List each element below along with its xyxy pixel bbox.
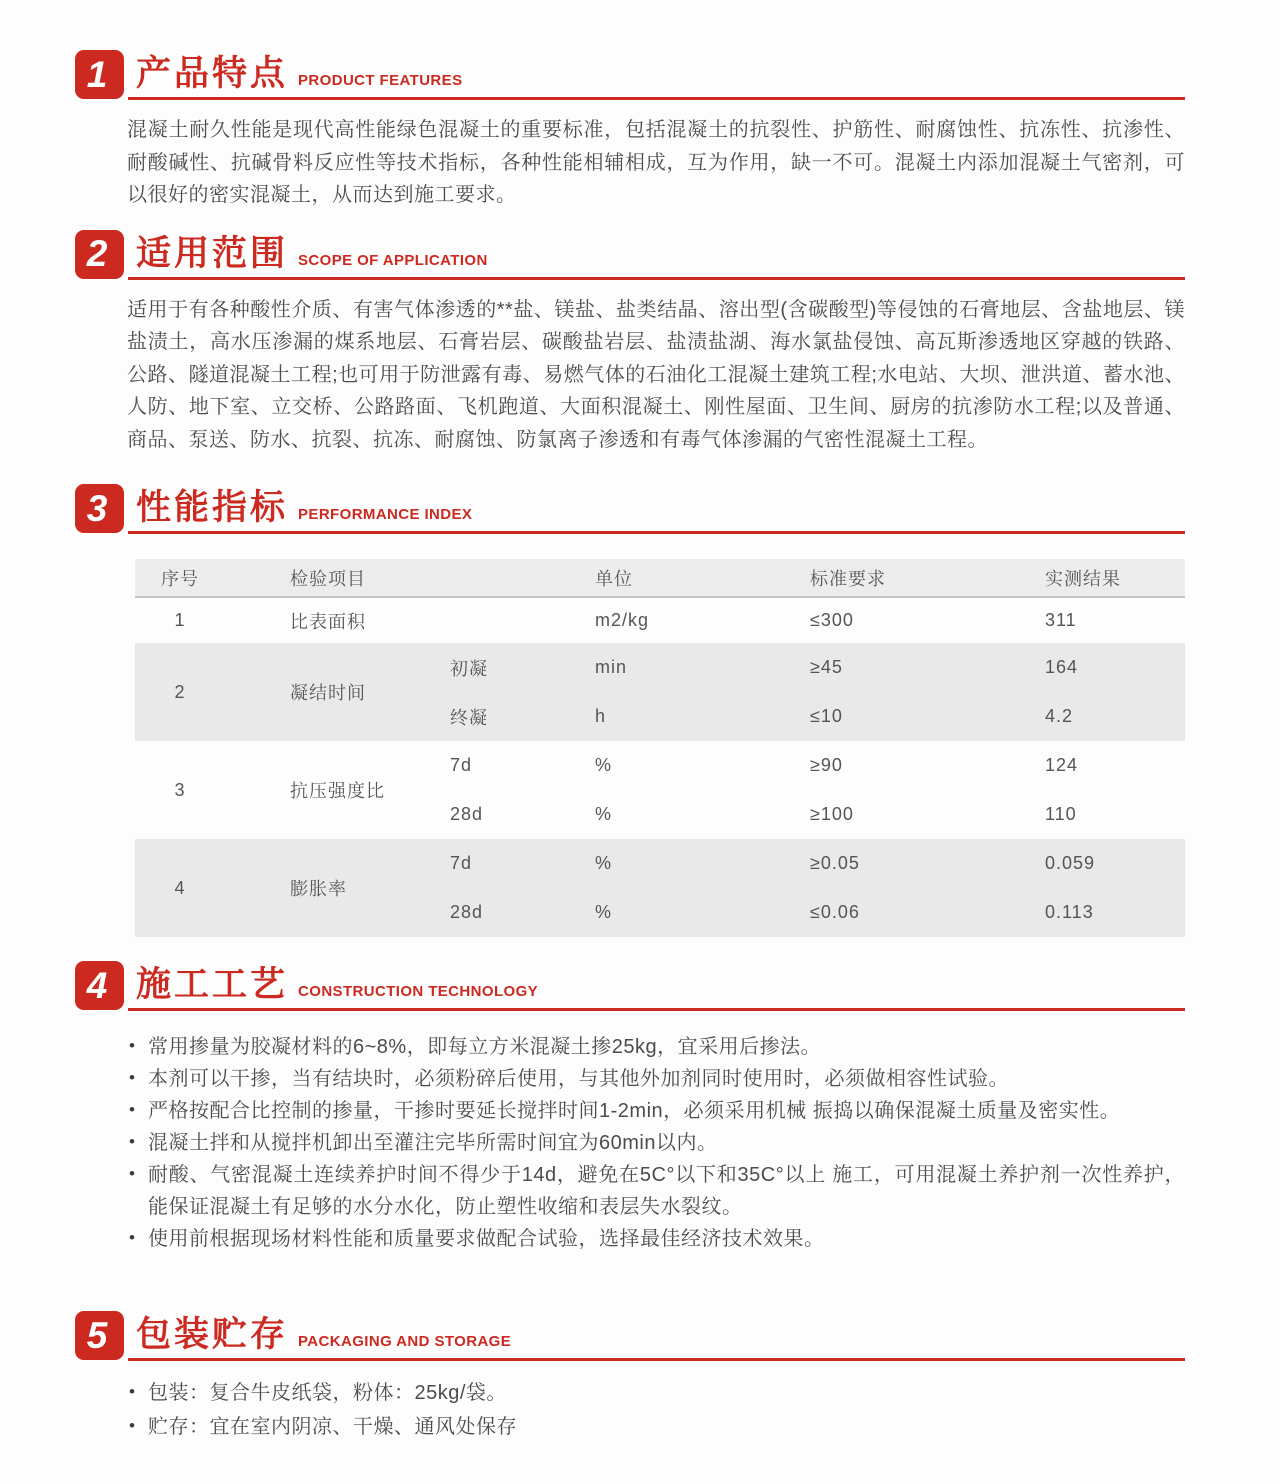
- cell-sub: 7d: [435, 839, 580, 888]
- header-cell-item: 检验项目: [225, 559, 435, 597]
- bullet-item: • 耐酸、气密混凝土连续养护时间不得少于14d，避免在5C°以下和35C°以上 施工，可用混凝土养护剂一次性养护，能保证混凝土有足够的水分水化，防止塑性收缩和表层失水裂纹。: [127, 1159, 1185, 1223]
- section-header: [75, 961, 1185, 1011]
- cell-item: 比表面积: [290, 611, 366, 632]
- cell-sub: 28d: [435, 888, 580, 937]
- table-header-row: [135, 559, 1185, 597]
- cell-sub: 7d: [450, 755, 473, 775]
- section-header: [75, 50, 1185, 100]
- cell-result: 0.113: [1030, 888, 1185, 937]
- performance-table: [135, 559, 1185, 937]
- section-construction-technology: [75, 961, 1185, 1255]
- section-title-zh: 包装贮存: [136, 1315, 289, 1354]
- table-row: [135, 643, 1185, 692]
- section-title-zh: 产品特点: [136, 54, 289, 93]
- section-scope-of-application: [75, 230, 1185, 457]
- cell-unit: %: [580, 888, 795, 937]
- table-row: [135, 597, 1185, 643]
- section-paragraph: 适用于有各种酸性介质、有害气体渗透的**盐、镁盐、盐类结晶、溶出型(含碳酸型)等侵蚀的石膏地层、含盐地层、镁盐渍土，高水压渗漏的煤系地层、石膏岩层、碳酸盐岩层、盐渍盐湖、海水氯盐侵蚀、高瓦斯渗透地区穿越的铁路、公路、隧道混凝土工程;也可用于防泄露有毒、易燃气体的石油化工混凝土建筑工程;水电站、大坝、泄洪道、蓄水池、人防、地下室、立交桥、公路路面、飞机跑道、大面积混凝土、刚性屋面、卫生间、厨房的抗渗防水工程;以及普通、商品、泵送、防水、抗裂、抗冻、耐腐蚀、防氯离子渗透和有毒气体渗漏的气密性混凝土工程。: [127, 298, 1185, 451]
- cell-std: ≤10: [795, 692, 1030, 741]
- cell-item: 膨胀率: [225, 839, 435, 937]
- cell-result: 311: [1045, 610, 1077, 630]
- section-header: [75, 484, 1185, 534]
- section-title-en: PACKAGING AND STORAGE: [298, 1333, 512, 1350]
- section-number-badge: 4: [75, 961, 124, 1010]
- section-title-zh: 施工工艺: [136, 965, 289, 1004]
- cell-std: ≥90: [810, 755, 843, 775]
- cell-result: 110: [1045, 804, 1077, 824]
- section-product-features: [75, 50, 1185, 212]
- cell-result: 0.059: [1030, 839, 1185, 888]
- cell-result: 124: [1045, 755, 1079, 775]
- cell-no: 3: [174, 779, 186, 800]
- bullet-list: [127, 1031, 1185, 1255]
- bullet-item: • 严格按配合比控制的掺量，干掺时要延长搅拌时间1-2min，必须采用机械 振捣以确保混凝土质量及密实性。: [127, 1095, 1185, 1127]
- cell-unit: %: [580, 839, 795, 888]
- section-body: [127, 114, 1185, 212]
- section-number-badge: 2: [75, 230, 124, 279]
- bullet-item: • 贮存：宜在室内阴凉、干燥、通风处保存: [127, 1411, 1185, 1443]
- section-header: [75, 230, 1185, 280]
- section-title-en: CONSTRUCTION TECHNOLOGY: [298, 983, 539, 1000]
- section-title-zh: 性能指标: [136, 488, 289, 527]
- bullet-item: • 包装：复合牛皮纸袋，粉体：25kg/袋。: [127, 1377, 1185, 1409]
- bullet-item: • 混凝土拌和从搅拌机卸出至灌注完毕所需时间宜为60min以内。: [127, 1127, 1185, 1159]
- header-cell-result: 实测结果: [1030, 559, 1185, 597]
- section-performance-index: [75, 484, 1185, 937]
- cell-result: 4.2: [1030, 692, 1185, 741]
- section-packaging-and-storage: [75, 1311, 1185, 1443]
- section-number-badge: 3: [75, 484, 124, 533]
- cell-result: 164: [1030, 643, 1185, 692]
- cell-std: ≥100: [810, 804, 854, 824]
- section-title-wrap: [128, 50, 1185, 100]
- cell-std: ≤0.06: [795, 888, 1030, 937]
- header-cell-no: 序号: [135, 559, 225, 597]
- cell-unit: m2/kg: [595, 610, 650, 630]
- cell-item: 凝结时间: [225, 643, 435, 741]
- section-number-badge: 1: [75, 50, 124, 99]
- bullet-item: • 使用前根据现场材料性能和质量要求做配合试验，选择最佳经济技术效果。: [127, 1223, 1185, 1255]
- cell-std: ≥45: [795, 643, 1030, 692]
- section-body: [127, 294, 1185, 457]
- table-row: [135, 741, 1185, 790]
- cell-no: 1: [174, 610, 186, 630]
- section-body: [127, 1031, 1185, 1255]
- cell-no: 2: [135, 643, 225, 741]
- cell-sub: 终凝: [435, 692, 580, 741]
- table-row: [135, 839, 1185, 888]
- section-title-wrap: [128, 1311, 1185, 1361]
- cell-sub: 28d: [450, 804, 484, 824]
- section-title-wrap: [128, 961, 1185, 1011]
- section-number-badge: 5: [75, 1311, 124, 1360]
- cell-unit: %: [595, 804, 613, 824]
- cell-sub: 初凝: [435, 643, 580, 692]
- header-cell-sub: [435, 559, 580, 597]
- section-title-en: SCOPE OF APPLICATION: [298, 251, 488, 269]
- bullet-item: • 本剂可以干掺，当有结块时，必须粉碎后使用，与其他外加剂同时使用时，必须做相容性试验。: [127, 1063, 1185, 1095]
- cell-std: ≥0.05: [795, 839, 1030, 888]
- cell-unit: %: [595, 755, 613, 775]
- section-header: [75, 1311, 1185, 1361]
- section-title-zh: 适用范围: [136, 233, 289, 273]
- bullet-item: • 常用掺量为胶凝材料的6~8%，即每立方米混凝土掺25kg，宜采用后掺法。: [127, 1031, 1185, 1063]
- header-cell-std: 标准要求: [795, 559, 1030, 597]
- cell-unit: h: [580, 692, 795, 741]
- header-cell-unit: 单位: [580, 559, 795, 597]
- bullet-list: [127, 1377, 1185, 1443]
- cell-unit: min: [580, 643, 795, 692]
- section-title-en: PERFORMANCE INDEX: [298, 506, 473, 523]
- cell-sub: [435, 597, 580, 643]
- cell-item: 抗压强度比: [290, 781, 385, 801]
- section-title-en: PRODUCT FEATURES: [298, 72, 463, 89]
- section-title-wrap: [128, 230, 1185, 280]
- section-paragraph: 混凝土耐久性能是现代高性能绿色混凝土的重要标准，包括混凝土的抗裂性、护筋性、耐腐蚀性、抗冻性、抗渗性、耐酸碱性、抗碱骨料反应性等技术指标，各种性能相辅相成，互为作用，缺一不可。混凝土内添加混凝土气密剂，可以很好的密实混凝土，从而达到施工要求。: [127, 119, 1185, 206]
- cell-std: ≤300: [810, 610, 854, 630]
- section-body: [127, 1377, 1185, 1443]
- cell-no: 4: [135, 839, 225, 937]
- section-title-wrap: [128, 484, 1185, 534]
